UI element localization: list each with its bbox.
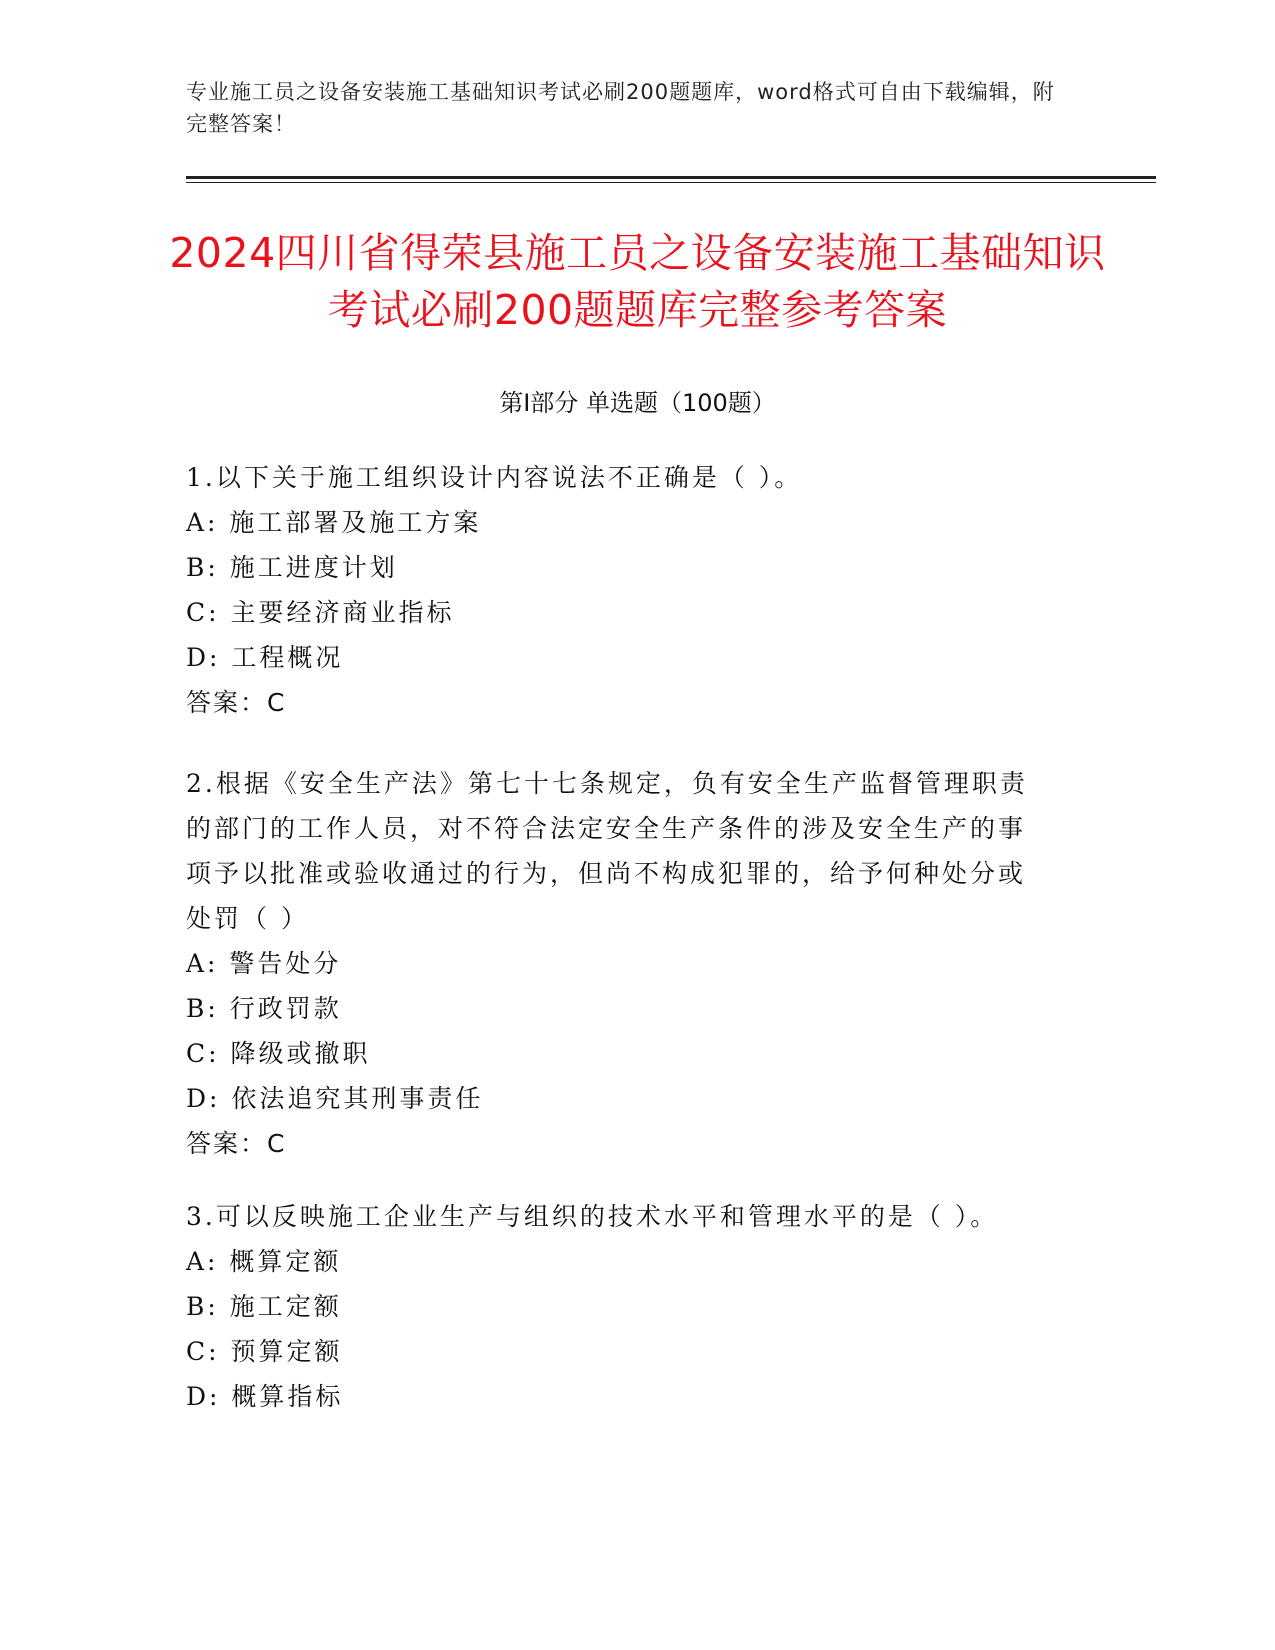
option-c: C: 主要经济商业指标 <box>186 598 455 627</box>
option-b: B: 施工进度计划 <box>186 553 398 582</box>
option-d: D: 依法追究其刑事责任 <box>186 1084 484 1113</box>
option-a: A: 概算定额 <box>186 1247 342 1276</box>
question-1 <box>186 455 1066 725</box>
option-a: A: 警告处分 <box>186 949 342 978</box>
header-divider-thin <box>186 182 1156 183</box>
option-c: C: 预算定额 <box>186 1337 343 1366</box>
option-d: D: 工程概况 <box>186 643 344 672</box>
option-d: D: 概算指标 <box>186 1382 344 1411</box>
option-b: B: 施工定额 <box>186 1292 342 1321</box>
question-3 <box>186 1194 1066 1419</box>
document-title: 2024四川省得荣县施工员之设备安装施工基础知识考试必刷200题题库完整参考答案 <box>169 229 1106 334</box>
section-title: 第Ⅰ部分 单选题（100题） <box>499 389 776 417</box>
question-stem: 3.可以反映施工企业生产与组织的技术水平和管理水平的是（ ）。 <box>186 1202 999 1231</box>
answer: 答案：C <box>186 1129 287 1158</box>
question-stem: 1.以下关于施工组织设计内容说法不正确是（ ）。 <box>186 463 803 492</box>
option-b: B: 行政罚款 <box>186 994 342 1023</box>
answer: 答案：C <box>186 688 287 717</box>
option-a: A: 施工部署及施工方案 <box>186 508 482 537</box>
question-stem: 2.根据《安全生产法》第七十七条规定，负有安全生产监督管理职责的部门的工作人员，对不符合法定安全生产条件的涉及安全生产的事项予以批准或验收通过的行为，但尚不构成犯罪的，给予何种处分或处罚（ ） <box>186 769 1028 933</box>
question-2 <box>186 761 1031 1166</box>
option-c: C: 降级或撤职 <box>186 1039 371 1068</box>
header-note: 专业施工员之设备安装施工基础知识考试必刷200题题库，word格式可自由下载编辑，附完整答案！ <box>186 80 1055 136</box>
header-divider-thick <box>186 176 1156 179</box>
